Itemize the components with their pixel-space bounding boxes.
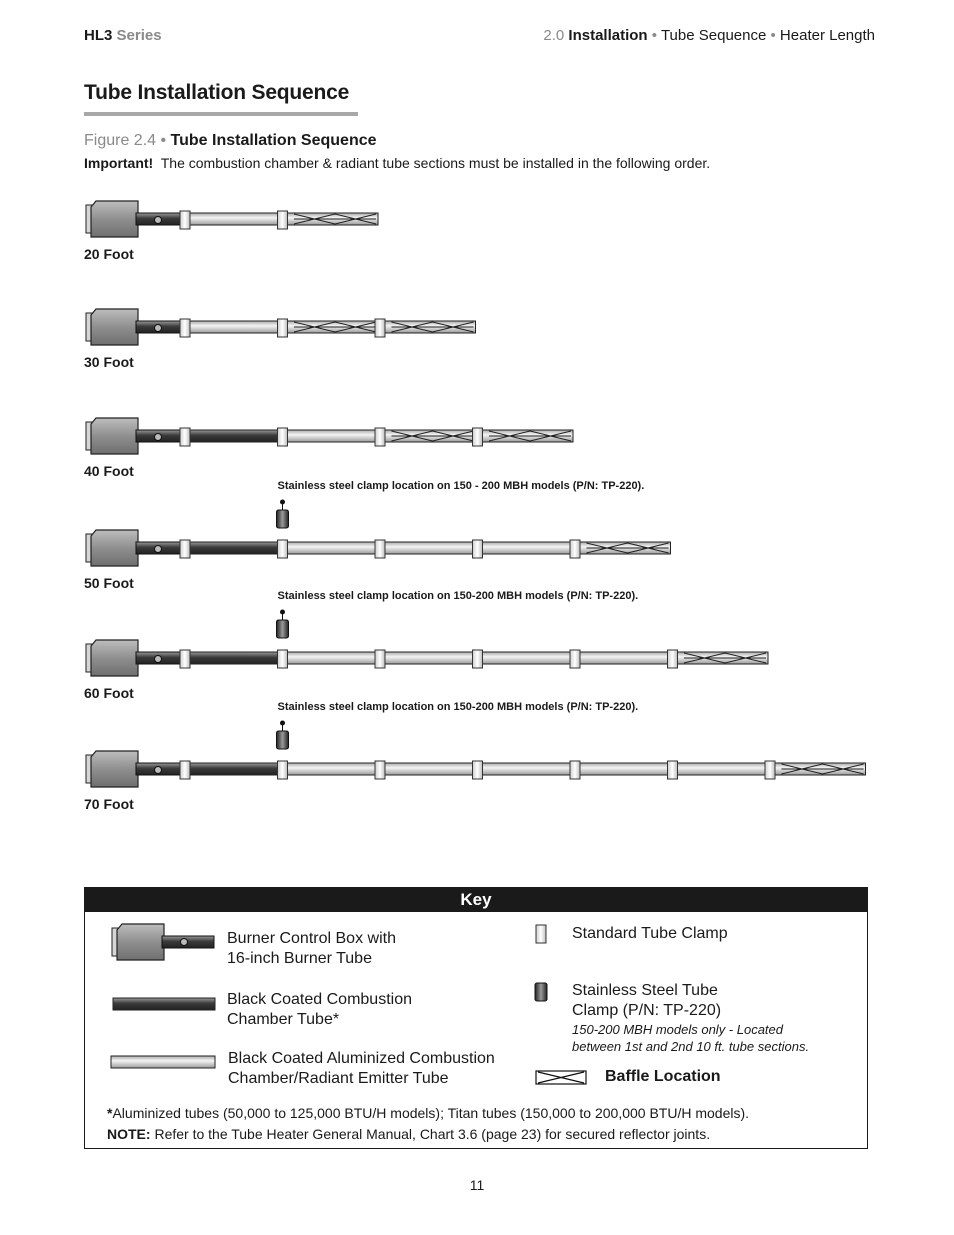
aluminized-emitter-tube — [673, 763, 769, 775]
standard-clamp — [278, 761, 288, 779]
standard-clamp — [570, 540, 580, 558]
black-combustion-tube — [185, 430, 281, 442]
key-std-clamp-label: Standard Tube Clamp — [572, 925, 728, 942]
ss-clamp-pointer-dot — [280, 721, 285, 726]
heater-30-foot — [86, 309, 476, 345]
aluminized-emitter-tube — [283, 652, 379, 664]
aluminized-emitter-tube — [478, 763, 574, 775]
heater-40-foot — [86, 418, 573, 454]
standard-clamp — [570, 650, 580, 668]
standard-clamp — [473, 650, 483, 668]
aluminized-emitter-tube — [575, 652, 671, 664]
ss-clamp-note: Stainless steel clamp location on 150-200 MBH models (P/N: TP-220). — [277, 590, 639, 602]
footnote-star: * — [107, 1105, 113, 1121]
ss-clamp-note: Stainless steel clamp location on 150 - 200 MBH models (P/N: TP-220). — [277, 480, 645, 492]
standard-clamp — [180, 428, 190, 446]
key-alum-line1: Black Coated Aluminized Combustion — [228, 1050, 495, 1067]
burner-sight-glass — [155, 546, 162, 553]
stainless-steel-clamp — [277, 731, 289, 749]
section-sub1: Tube Sequence — [660, 27, 767, 44]
key-heading: Key — [85, 888, 867, 912]
heater-70-foot — [86, 721, 866, 788]
figure-number: Figure 2.4 • — [84, 132, 167, 149]
key-footnote — [107, 1105, 749, 1121]
ss-clamp-pointer-dot — [280, 610, 285, 615]
standard-clamp — [375, 540, 385, 558]
burner-control-box — [91, 201, 138, 237]
burner-sight-glass — [155, 656, 162, 663]
key-burner-line1: Burner Control Box with — [227, 930, 396, 947]
heater-length-label: 20 Foot — [84, 246, 134, 262]
key-note — [107, 1126, 710, 1142]
standard-clamp — [278, 540, 288, 558]
heater-length-label: 30 Foot — [84, 354, 134, 370]
standard-clamp — [668, 650, 678, 668]
standard-clamp — [180, 211, 190, 229]
section-sub2: Heater Length — [779, 27, 875, 44]
standard-clamp — [375, 650, 385, 668]
key-alum-line2: Chamber/Radiant Emitter Tube — [228, 1070, 449, 1087]
standard-clamp — [278, 650, 288, 668]
black-combustion-tube — [185, 542, 281, 554]
stainless-steel-clamp — [277, 620, 289, 638]
burner-control-box — [91, 751, 138, 787]
burner-control-box — [91, 530, 138, 566]
heater-60-foot — [86, 610, 768, 677]
page-title: Tube Installation Sequence — [84, 81, 350, 104]
standard-clamp — [375, 428, 385, 446]
standard-clamp — [473, 761, 483, 779]
heater-length-label: 50 Foot — [84, 575, 134, 591]
heater-length-label: 70 Foot — [84, 796, 134, 812]
heater-length-label: 40 Foot — [84, 463, 134, 479]
burner-control-box — [91, 309, 138, 345]
aluminized-emitter-tube — [283, 430, 379, 442]
key-ss-line2: Clamp (P/N: TP-220) — [572, 1002, 722, 1019]
footnote-text: Aluminized tubes (50,000 to 125,000 BTU/H models); Titan tubes (150,000 to 200,000 BTU/H models). — [112, 1105, 750, 1121]
burner-sight-glass — [155, 217, 162, 224]
key-ss-note1: 150-200 MBH models only - Located — [572, 1022, 784, 1037]
key-black-tube-label — [227, 990, 412, 1030]
heater-20-foot — [86, 201, 378, 237]
key-ss-note2: between 1st and 2nd 10 ft. tube sections. — [572, 1039, 810, 1054]
aluminized-emitter-tube — [575, 763, 671, 775]
standard-clamp — [180, 650, 190, 668]
key-black-line1: Black Coated Combustion — [227, 991, 412, 1008]
series-word: Series — [116, 27, 162, 44]
burner-control-box — [91, 418, 138, 454]
stainless-steel-clamp — [277, 510, 289, 528]
aluminized-emitter-tube — [380, 652, 476, 664]
standard-clamp — [278, 211, 288, 229]
standard-clamp — [180, 540, 190, 558]
standard-clamp — [278, 428, 288, 446]
burner-control-box — [91, 640, 138, 676]
heater-50-foot — [86, 500, 671, 567]
aluminized-emitter-tube — [185, 321, 281, 333]
important-label: Important! — [84, 155, 154, 171]
page-number: 11 — [469, 1177, 485, 1193]
figure-title: Tube Installation Sequence — [170, 132, 377, 149]
key-alum-tube-label — [228, 1049, 495, 1089]
separator: • — [651, 27, 658, 44]
key-black-line2: Chamber Tube* — [227, 1011, 340, 1028]
standard-clamp — [180, 319, 190, 337]
important-text: The combustion chamber & radiant tube sections must be installed in the following order. — [160, 155, 711, 171]
separator: • — [770, 27, 776, 44]
section-title: Installation — [568, 27, 648, 44]
standard-clamp — [473, 540, 483, 558]
standard-clamp — [765, 761, 775, 779]
key-ss-line1: Stainless Steel Tube — [572, 982, 718, 999]
key-burner-line2: 16-inch Burner Tube — [227, 950, 372, 967]
section-number: 2.0 — [543, 27, 565, 44]
aluminized-emitter-tube — [185, 213, 281, 225]
heater-length-label: 60 Foot — [84, 685, 134, 701]
standard-clamp — [375, 319, 385, 337]
aluminized-emitter-tube — [283, 542, 379, 554]
key-ss-clamp-label — [572, 981, 809, 1055]
standard-clamp — [570, 761, 580, 779]
black-combustion-tube — [185, 763, 281, 775]
ss-clamp-pointer-dot — [280, 500, 285, 505]
standard-clamp — [180, 761, 190, 779]
aluminized-emitter-tube — [380, 542, 476, 554]
aluminized-emitter-tube — [283, 763, 379, 775]
aluminized-emitter-tube — [478, 652, 574, 664]
burner-sight-glass — [155, 325, 162, 332]
note-label: NOTE: — [107, 1126, 151, 1142]
aluminized-emitter-tube — [380, 763, 476, 775]
ss-clamp-note: Stainless steel clamp location on 150-200 MBH models (P/N: TP-220). — [277, 701, 639, 713]
key-burner-label — [227, 929, 396, 969]
note-text: Refer to the Tube Heater General Manual, Chart 3.6 (page 23) for secured reflector joints. — [154, 1126, 711, 1142]
key-baffle-label: Baffle Location — [605, 1068, 721, 1085]
standard-clamp — [668, 761, 678, 779]
aluminized-emitter-tube — [478, 542, 574, 554]
series-model: HL3 — [84, 27, 113, 44]
burner-sight-glass — [155, 434, 162, 441]
standard-clamp — [473, 428, 483, 446]
standard-clamp — [375, 761, 385, 779]
standard-clamp — [278, 319, 288, 337]
burner-sight-glass — [155, 767, 162, 774]
black-combustion-tube — [185, 652, 281, 664]
